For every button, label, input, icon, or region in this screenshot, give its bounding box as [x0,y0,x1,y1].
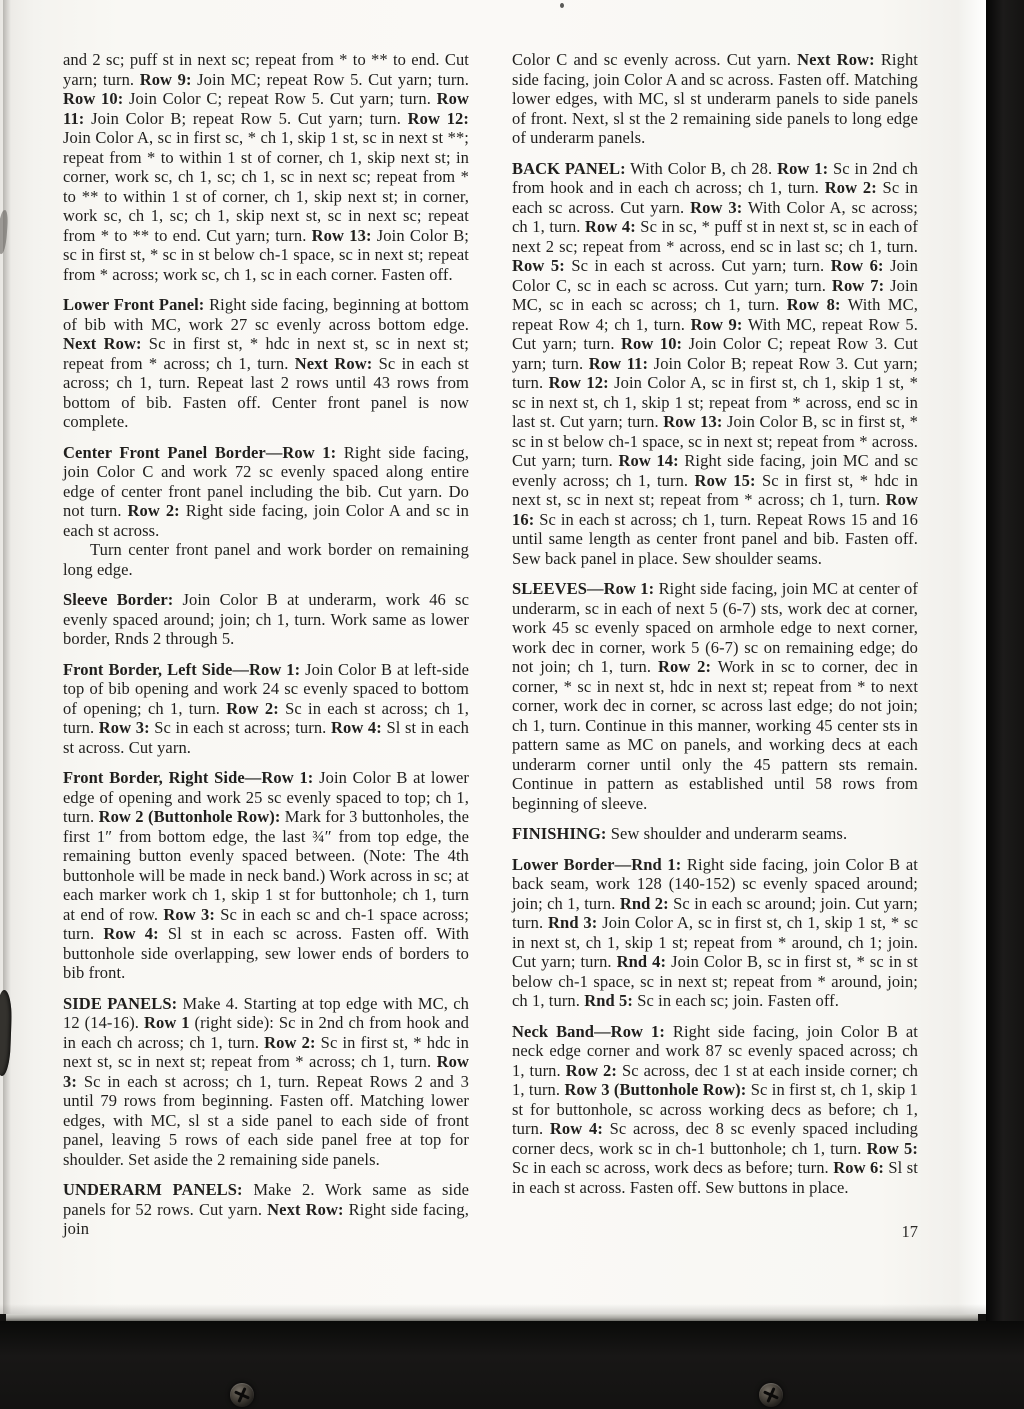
paragraph: Front Border, Left Side—Row 1: Join Color B at left-side top of bib opening and work 24 sc evenly spaced to bottom of opening; ch 1, turn. Row 2: Sc in each st across; ch 1, turn. Row 3: Sc in each st across; turn. Row 4: Sl st in each st across. Cut yarn. [63,659,469,757]
paragraph: SLEEVES—Row 1: Right side facing, join MC at center of underarm, sc in each of next 5 (6-7) sts, work dec at corner, work 45 sc evenly spaced on armhole edge to next corner, work dec in corner, work 5 (6-7) sc on remaining edge; do not join; ch 1, turn. Row 2: Work in sc to corner, dec in corner, * sc in next st, hdc in next st; repeat from * to next corner, work dec in corner, sc across last edge; do not join; ch 1, turn. Continue in this manner, working 45 center sts in pattern same as MC on panels, and working decs at each underarm corner until only the 45 pattern sts remain. Continue in pattern as established until 58 rows from beginning of sleeve. [512,579,918,813]
right-text-column [512,50,918,1197]
paragraph: Lower Front Panel: Right side facing, beginning at bottom of bib with MC, work 27 sc evenly across bottom edge. Next Row: Sc in first st, * hdc in next st, sc in next st; repeat from * across; ch 1, turn. Next Row: Sc in each st across; ch 1, turn. Repeat last 2 rows until 43 rows from bottom of bib. Fasten off. Center front panel is now complete. [63,295,469,431]
paragraph: and 2 sc; puff st in next sc; repeat from * to ** to end. Cut yarn; turn. Row 9: Join MC; repeat Row 5. Cut yarn; turn. Row 10: Join Color C; repeat Row 5. Cut yarn; turn. Row 11: Join Color B; repeat Row 5. Cut yarn; turn. Row 12: Join Color A, sc in first sc, * ch 1, skip 1 st, sc in next st **; repeat from * to within 1 st of corner, ch 1, skip next st; in corner, work sc, ch 1, sc; ch 1, sc in next sc; repeat from * to ** to within 1 st of corner, ch 1, skip next st; in corner, work sc, ch 1, sc; ch 1, skip next st, sc in next sc; repeat from * to ** to end. Cut yarn; turn. Row 13: Join Color B; sc in first st, * sc in st below ch-1 space, sc in next st; repeat from * across; work sc, ch 1, sc in each corner. Fasten off. [63,50,469,284]
paragraph: UNDERARM PANELS: Make 2. Work same as side panels for 52 rows. Cut yarn. Next Row: Right side facing, join [63,1180,470,1238]
scan-background-bottom [0,1321,1024,1409]
dust-speck [560,3,564,8]
paragraph: Sleeve Border: Join Color B at underarm, work 46 sc evenly spaced around; join; ch 1, turn. Work same as lower border, Rnds 2 through 5. [63,590,470,648]
scan-background-right [986,0,1024,1409]
paragraph: FINISHING: Sew shoulder and underarm seams. [512,824,848,843]
paragraph: BACK PANEL: With Color B, ch 28. Row 1: Sc in 2nd ch from hook and in each ch across; ch 1, turn. Row 2: Sc in each sc across. Cut yarn. Row 3: With Color A, sc across; ch 1, turn. Row 4: Sc in sc, * puff st in next st, sc in each of next 2 sc; repeat from * across, end sc in last sc; ch 1, turn. Row 5: Sc in each st across. Cut yarn; turn. Row 6: Join Color C, sc in each sc across. Cut yarn; turn. Row 7: Join MC, sc in each sc across; ch 1, turn. Row 8: With MC, repeat Row 4; ch 1, turn. Row 9: With MC, repeat Row 5. Cut yarn; turn. Row 10: Join Color C; repeat Row 3. Cut yarn; turn. Row 11: Join Color B; repeat Row 3. Cut yarn; turn. Row 12: Join Color A, sc in first st, ch 1, skip 1 st, * sc in next st, ch 1, skip 1 st; repeat from * across, end sc in last st. Cut yarn; turn. Row 13: Join Color B, sc in first st, * sc in st below ch-1 space, sc in next st; repeat from * across. Cut yarn; turn. Row 14: Right side facing, join MC and sc evenly across; ch 1, turn. Row 15: Sc in first st, * hdc in next st, sc in next st; repeat from * across; ch 1, turn. Row 16: Sc in each st across; ch 1, turn. Repeat Rows 15 and 16 until same length as center front panel and bib. Fasten off. Sew back panel in place. Sew shoulder seams. [512,158,919,568]
paragraph: Center Front Panel Border—Row 1: Right side facing, join Color C and work 72 sc evenly spaced along entire edge of center front panel including the bib. Cut yarn. Do not turn. Row 2: Right side facing, join Color A and sc in each st across. [63,442,469,540]
paragraph: Front Border, Right Side—Row 1: Join Color B at lower edge of opening and work 25 sc evenly spaced to top; ch 1, turn. Row 2 (Buttonhole Row): Mark for 3 buttonholes, the first 1″ from bottom edge, the last ¾″ from top edge, the remaining button evenly spaced between. (Note: The 4th buttonhole will be made in neck band.) Work across in sc; at each marker work ch 1, skip 1 st for buttonhole; ch 1, turn at end of row. Row 3: Sc in each sc and ch-1 space across; turn. Row 4: Sl st in each sc across. Fasten off. With buttonhole side overlapping, sew lower ends of borders to bib front. [63,768,469,982]
page-stack-edge [6,1314,978,1321]
phillips-screw-icon [759,1383,783,1407]
phillips-screw-icon [230,1383,254,1407]
page-number: 17 [901,1222,918,1241]
paragraph: Turn center front panel and work border on remaining long edge. [63,540,469,579]
left-text-column [63,50,469,1239]
paragraph: Color C and sc evenly across. Cut yarn. Next Row: Right side facing, join Color A and sc across. Fasten off. Matching lower edges, with MC, sl st underarm panels to side panels of front. Next, sl st the 2 remaining side panels to long edge of underarm panels. [512,50,918,147]
paragraph: Neck Band—Row 1: Right side facing, join Color B at neck edge corner and work 87 sc evenly spaced across; ch 1, turn. Row 2: Sc across, dec 1 st at each inside corner; ch 1, turn. Row 3 (Buttonhole Row): Sc in first st, ch 1, skip 1 st for buttonhole, sc across working decs as before; ch 1, turn. Row 4: Sc across, dec 8 sc evenly spaced including corner decs, work sc in ch-1 buttonhole; ch 1, turn. Row 5: Sc in each sc across, work decs as before; turn. Row 6: Sl st in each st across. Fasten off. Sew buttons in place. [512,1021,919,1197]
paragraph: Lower Border—Rnd 1: Right side facing, join Color B at back seam, work 128 (140-152) sc evenly spaced around; join; ch 1, turn. Rnd 2: Sc in each sc around; join. Cut yarn; turn. Rnd 3: Join Color A, sc in first st, ch 1, skip 1 st, * sc in next st, ch 1, skip 1 st; repeat from * around, ch 1; join. Cut yarn; turn. Rnd 4: Join Color B, sc in first st, * sc in st below ch-1 space, sc in next st; repeat from * around, join; ch 1, turn. Rnd 5: Sc in each sc; join. Fasten off. [512,854,918,1010]
page-gutter-crease [3,0,11,1314]
paragraph: SIDE PANELS: Make 4. Starting at top edge with MC, ch 12 (14-16). Row 1 (right side): Sc in 2nd ch from hook and in each ch across; ch 1, turn. Row 2: Sc in first st, * hdc in next st, sc in next st; repeat from * across; ch 1, turn. Row 3: Sc in each st across; ch 1, turn. Repeat Rows 2 and 3 until 79 rows from beginning. Fasten off. Matching lower edges, with MC, sl st a side panel to each side of front panel, leaving 5 rows of each side panel free at top for shoulder. Set aside the 2 remaining side panels. [63,993,469,1169]
